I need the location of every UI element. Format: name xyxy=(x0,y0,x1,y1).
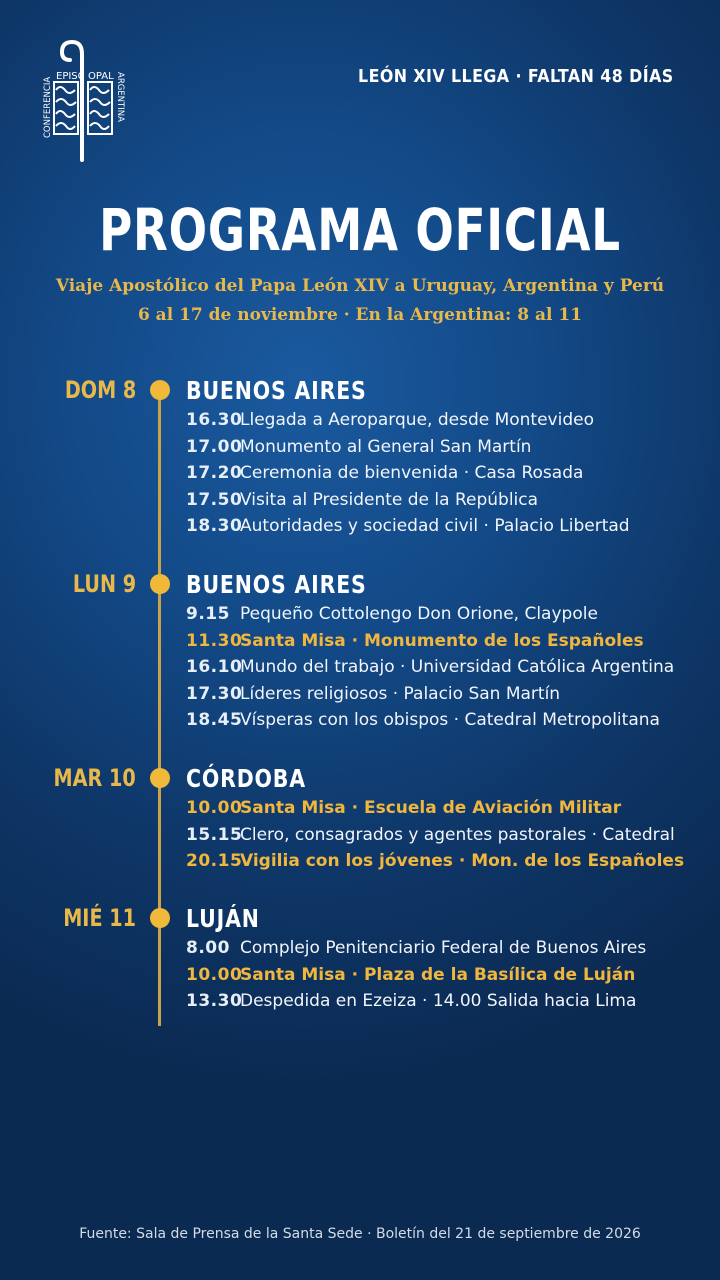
event-time: 8.00 xyxy=(186,938,230,958)
logo-text-episc: EPISC xyxy=(56,71,85,82)
event-text: Santa Misa · Escuela de Aviación Militar xyxy=(240,798,622,818)
event-time: 9.15 xyxy=(186,604,230,624)
event-text: Vigilia con los jóvenes · Mon. de los Españoles xyxy=(240,851,685,872)
event-time: 16.10 xyxy=(186,657,243,678)
event-time: 17.30 xyxy=(186,683,243,704)
timeline-dot xyxy=(150,380,170,400)
timeline-dot xyxy=(150,574,170,594)
event-text: Líderes religiosos · Palacio San Martín xyxy=(240,683,561,704)
logo-text-conferencia: CONFERENCIA xyxy=(43,76,53,138)
day-label: DOM 8 xyxy=(64,376,136,404)
event-time: 16.30 xyxy=(186,410,243,430)
source-footnote: Fuente: Sala de Prensa de la Santa Sede · Boletín del 21 de septiembre de 2026 xyxy=(79,1226,641,1242)
event-text: Monumento al General San Martín xyxy=(240,436,532,457)
city-name: CÓRDOBA xyxy=(186,764,306,793)
day-label: MAR 10 xyxy=(53,764,136,792)
logo-text-argentina: ARGENTINA xyxy=(115,72,125,122)
event-text: Autoridades y sociedad civil · Palacio Libertad xyxy=(240,516,630,537)
city-name: LUJÁN xyxy=(186,904,260,933)
event-time: 18.45 xyxy=(186,710,243,731)
cea-logo xyxy=(42,40,126,164)
event-text: Pequeño Cottolengo Don Orione, Claypole xyxy=(240,604,598,624)
crozier-logo-icon xyxy=(42,40,126,164)
event-time: 17.00 xyxy=(186,436,243,457)
trip-subtitle: Viaje Apostólico del Papa León XIV a Uruguay, Argentina y Perú xyxy=(55,276,665,296)
event-time: 20.15 xyxy=(186,851,243,872)
timeline-dot xyxy=(150,908,170,928)
city-name: BUENOS AIRES xyxy=(186,570,367,599)
event-time: 17.20 xyxy=(186,463,243,484)
timeline-line xyxy=(158,392,161,1026)
event-text: Llegada a Aeroparque, desde Montevideo xyxy=(240,410,594,430)
event-text: Visita al Presidente de la República xyxy=(240,489,539,510)
page-title: PROGRAMA OFICIAL xyxy=(99,196,621,264)
event-time: 17.50 xyxy=(186,489,243,510)
logo-text-opal: OPAL xyxy=(88,71,114,82)
event-text: Vísperas con los obispos · Catedral Metropolitana xyxy=(240,710,660,731)
countdown-banner: LEÓN XIV LLEGA · FALTAN 48 DÍAS xyxy=(358,66,674,87)
event-text: Complejo Penitenciario Federal de Buenos Aires xyxy=(240,938,647,958)
event-time: 10.00 xyxy=(186,964,243,985)
event-time: 11.30 xyxy=(186,630,243,651)
day-label: LUN 9 xyxy=(72,570,136,598)
event-text: Santa Misa · Plaza de la Basílica de Luján xyxy=(240,964,636,985)
event-time: 10.00 xyxy=(186,798,243,818)
city-name: BUENOS AIRES xyxy=(186,376,367,405)
timeline-dot xyxy=(150,768,170,788)
event-time: 18.30 xyxy=(186,516,243,537)
event-text: Clero, consagrados y agentes pastorales · Catedral xyxy=(240,824,675,845)
event-text: Despedida en Ezeiza · 14.00 Salida hacia Lima xyxy=(240,991,637,1012)
event-text: Ceremonia de bienvenida · Casa Rosada xyxy=(240,463,584,484)
event-time: 15.15 xyxy=(186,824,243,845)
event-time: 13.30 xyxy=(186,991,243,1012)
day-label: MIÉ 11 xyxy=(63,904,136,932)
event-text: Santa Misa · Monumento de los Españoles xyxy=(240,630,644,651)
trip-dates: 6 al 17 de noviembre · En la Argentina: 8 al 11 xyxy=(137,305,583,325)
event-text: Mundo del trabajo · Universidad Católica Argentina xyxy=(240,657,675,678)
